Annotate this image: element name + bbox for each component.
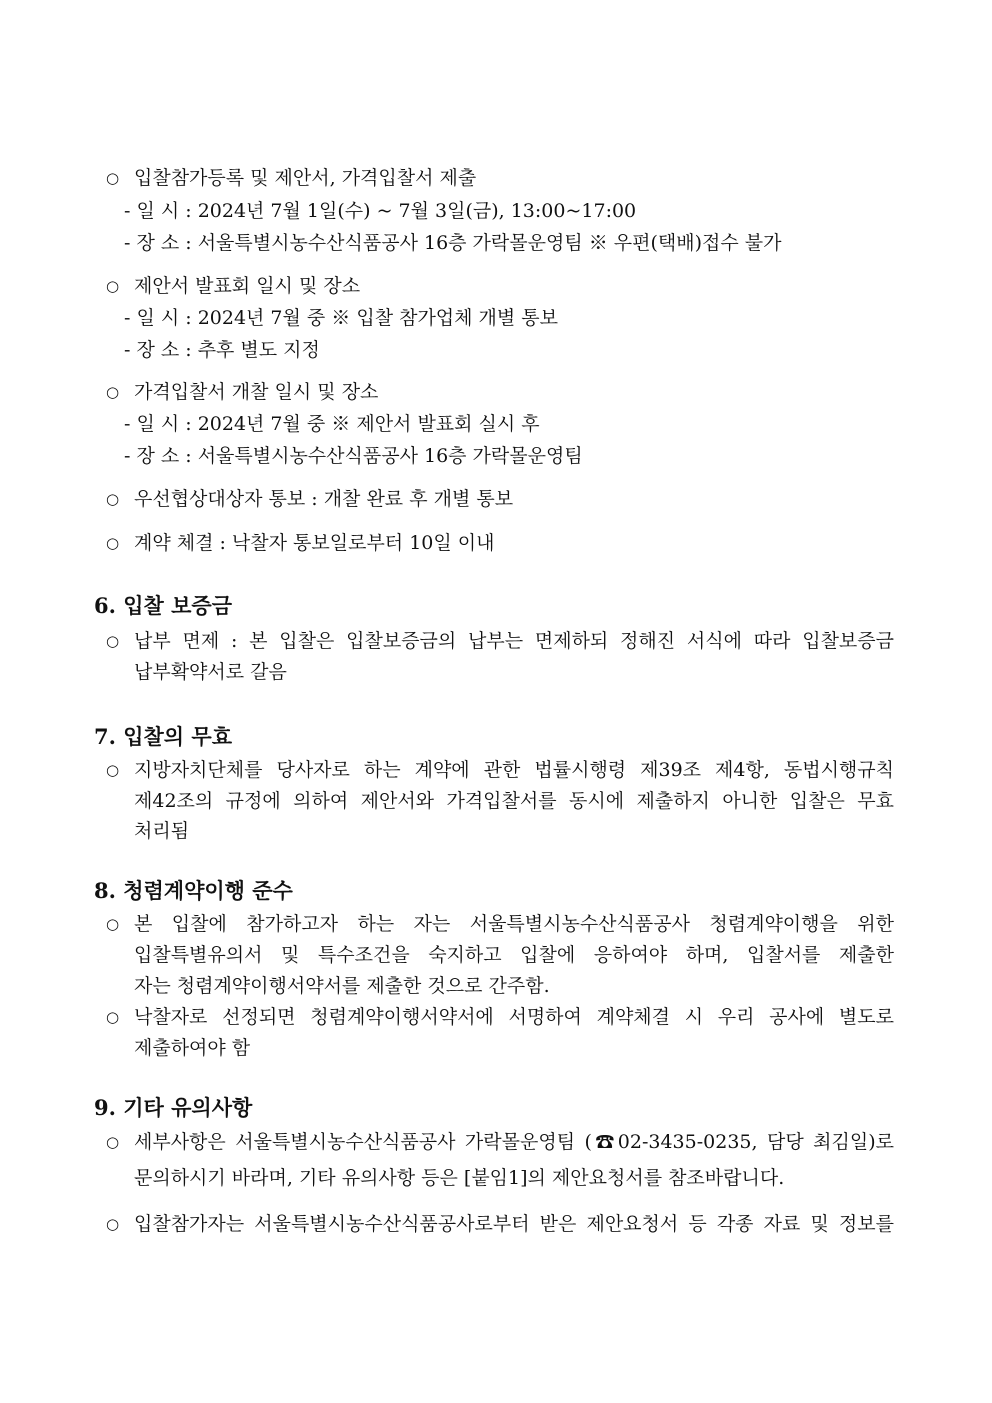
bullet-price-open: ○ [106,383,120,401]
bid-reg-date: - 일 시 : 2024년 7월 1일(수) ~ 7월 3일(금), 13:00~17:00 [124,200,637,222]
s6-p1-line1: 납부 면제 : 본 입찰은 입찰보증금의 납부는 면제하되 정해진 서식에 따라 입찰보증금 [134,630,894,652]
contract-signing: 계약 체결 : 낙찰자 통보일로부터 10일 이내 [134,532,495,554]
section-6-heading: 6. 입찰 보증금 [94,593,232,618]
bullet-s9-p2: ○ [106,1215,120,1233]
s8-p2-line2: 제출하여야 함 [134,1037,251,1059]
bullet-priority: ○ [106,490,120,508]
priority-notice: 우선협상대상자 통보 : 개찰 완료 후 개별 통보 [134,488,514,510]
bullet-s6-p1: ○ [106,632,120,650]
bid-reg-title: 입찰참가등록 및 제안서, 가격입찰서 제출 [134,167,477,189]
bullet-presentation: ○ [106,277,120,295]
bullet-s7-p1: ○ [106,761,120,779]
presentation-date: - 일 시 : 2024년 7월 중 ※ 입찰 참가업체 개별 통보 [124,307,559,329]
section-8-heading: 8. 청렴계약이행 준수 [94,878,293,903]
s8-p1-line2: 입찰특별유의서 및 특수조건을 숙지하고 입찰에 응하여야 하며, 입찰서를 제출한 [134,944,894,966]
price-open-title: 가격입찰서 개찰 일시 및 장소 [134,381,379,403]
bullet-contract: ○ [106,534,120,552]
price-open-place: - 장 소 : 서울특별시농수산식품공사 16층 가락몰운영팀 [124,445,583,467]
s8-p1-line1: 본 입찰에 참가하고자 하는 자는 서울특별시농수산식품공사 청렴계약이행을 위한 [134,913,894,935]
presentation-title: 제안서 발표회 일시 및 장소 [134,275,361,297]
s8-p1-line3: 자는 청렴계약이행서약서를 제출한 것으로 간주함. [134,975,550,997]
bid-reg-place: - 장 소 : 서울특별시농수산식품공사 16층 가락몰운영팀 ※ 우편(택배)접수 불가 [124,232,782,254]
price-open-date: - 일 시 : 2024년 7월 중 ※ 제안서 발표회 실시 후 [124,413,540,435]
s6-p1-line2: 납부확약서로 갈음 [134,661,287,683]
s9-p1-line1: 세부사항은 서울특별시농수산식품공사 가락몰운영팀 (☎02-3435-0235, 담당 최김일)로 [134,1131,894,1153]
bullet-s8-p1: ○ [106,915,120,933]
s9-p1-line2: 문의하시기 바라며, 기타 유의사항 등은 [붙임1]의 제안요청서를 참조바랍니다. [134,1167,785,1189]
s7-p1-line2: 제42조의 규정에 의하여 제안서와 가격입찰서를 동시에 제출하지 아니한 입찰은 무효 [134,790,894,812]
bullet-s8-p2: ○ [106,1008,120,1026]
presentation-place: - 장 소 : 추후 별도 지정 [124,339,320,361]
s9-p2-line1: 입찰참가자는 서울특별시농수산식품공사로부터 받은 제안요청서 등 각종 자료 및 정보를 [134,1213,894,1235]
s7-p1-line1: 지방자치단체를 당사자로 하는 계약에 관한 법률시행령 제39조 제4항, 동법시행규칙 [134,759,894,781]
bullet-bid-reg: ○ [106,169,120,187]
section-7-heading: 7. 입찰의 무효 [94,724,232,749]
section-9-heading: 9. 기타 유의사항 [94,1095,253,1120]
bullet-s9-p1: ○ [106,1133,120,1151]
s7-p1-line3: 처리됨 [134,820,190,842]
s8-p2-line1: 낙찰자로 선정되면 청렴계약이행서약서에 서명하여 계약체결 시 우리 공사에 별도로 [134,1006,894,1028]
